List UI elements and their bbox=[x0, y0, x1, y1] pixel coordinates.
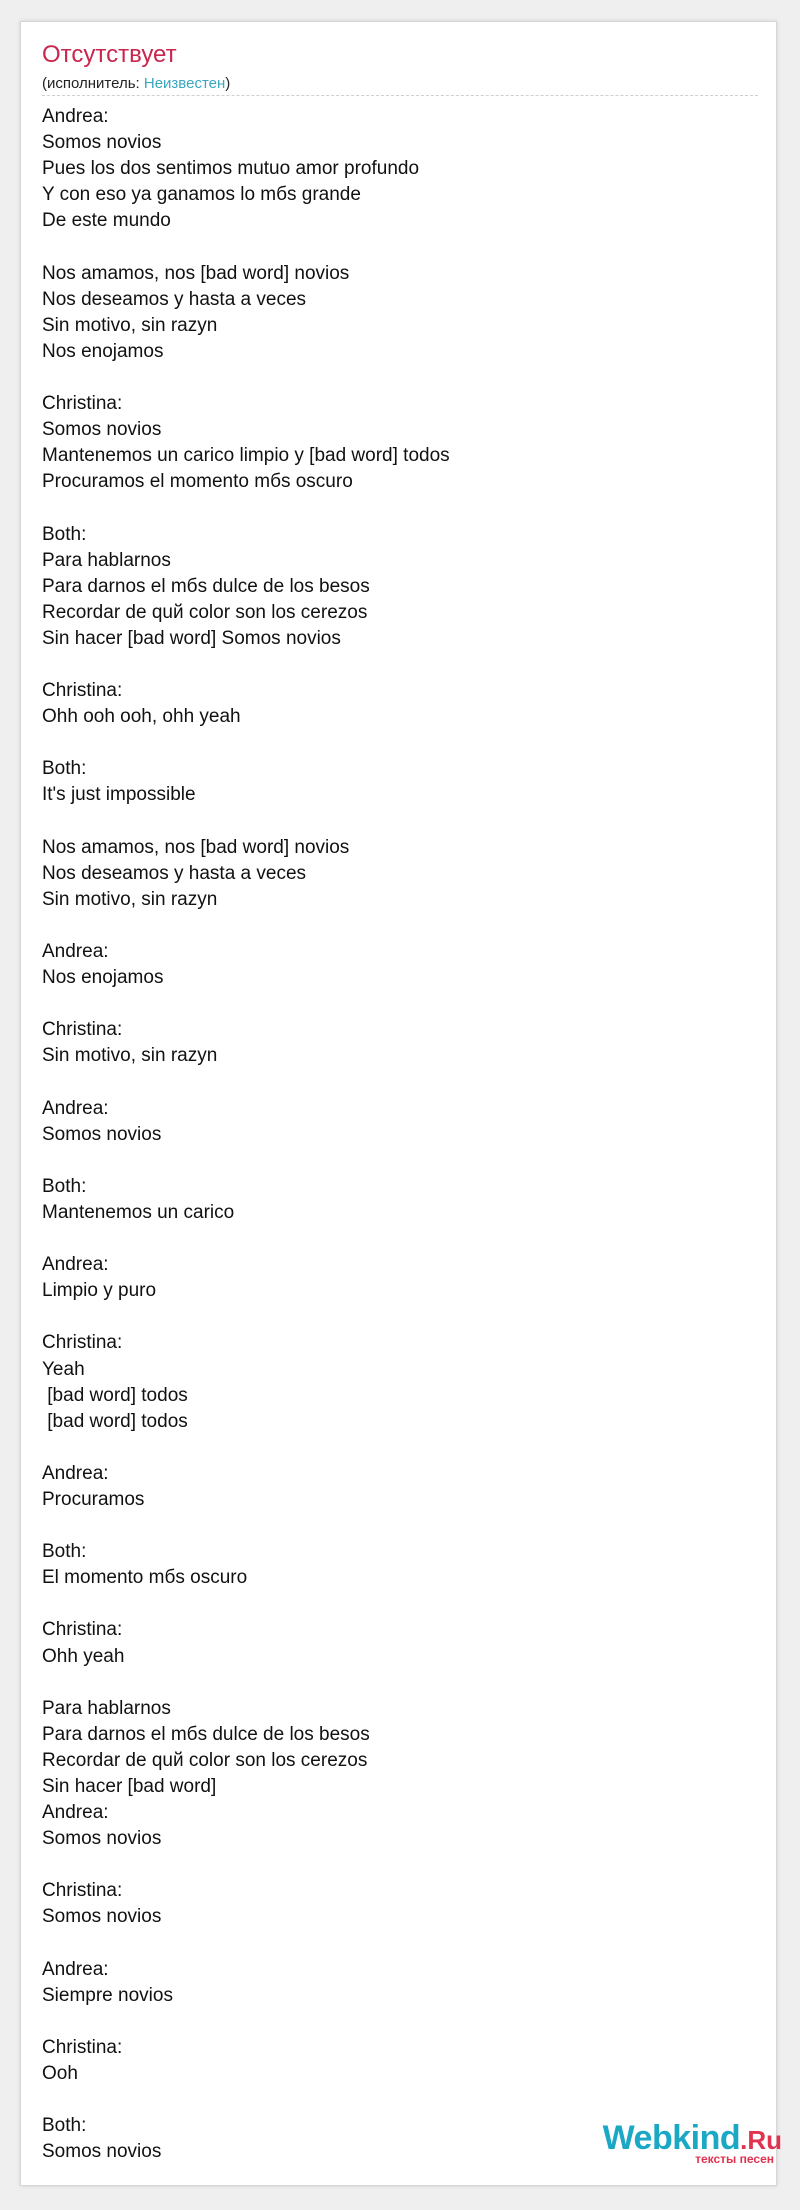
lyrics-text: Andrea: Somos novios Pues los dos sentimos mutuo amor profundo Y con eso ya ganamos lo mбs grande De este mundo Nos amamos, nos [bad word] novios Nos deseamos y hasta a veces Sin motivo, sin razуn Nos enojamos Christina: Somos novios Mantenemos un cariсo limpio y [bad word] todos Procuramos el momento mбs oscuro Both: Para hablarnos Para darnos el mбs dulce de los besos Recordar de quй color son los cerezos Sin hacer [bad word] Somos novios Christina: Ohh ooh ooh, ohh yeah Both: It's just impossible Nos amamos, nos [bad word] novios Nos deseamos y hasta a veces Sin motivo, sin razуn Andrea: Nos enojamos Christina: Sin motivo, sin razуn Andrea: Somos novios Both: Mantenemos un cariсo Andrea: Limpio y puro Christina: Yeah [bad word] todos [bad word] todos Andrea: Procuramos Both: El momento mбs oscuro Christina: Ohh yeah Para hablarnos Para darnos el mбs dulce de los besos Recordar de quй color son los cerezos Sin hacer [bad word] Andrea: Somos novios Christina: Somos novios Andrea: Siempre novios Christina: Ooh Both: Somos novios bbox=[42, 106, 450, 2163]
lyrics-card bbox=[20, 21, 777, 2186]
logo-main-text: Webkind bbox=[602, 2119, 741, 2157]
song-title: Отсутствует bbox=[42, 41, 177, 68]
site-logo[interactable] bbox=[582, 2121, 782, 2166]
logo-tld-text: .Ru bbox=[740, 2125, 782, 2155]
artist-suffix: ) bbox=[225, 75, 231, 92]
artist-prefix: (исполнитель: bbox=[42, 75, 144, 92]
logo-subtitle: тексты песен bbox=[695, 2152, 774, 2166]
artist-line bbox=[42, 75, 230, 92]
artist-link[interactable]: Неизвестен bbox=[143, 75, 226, 92]
header-divider bbox=[42, 95, 758, 96]
